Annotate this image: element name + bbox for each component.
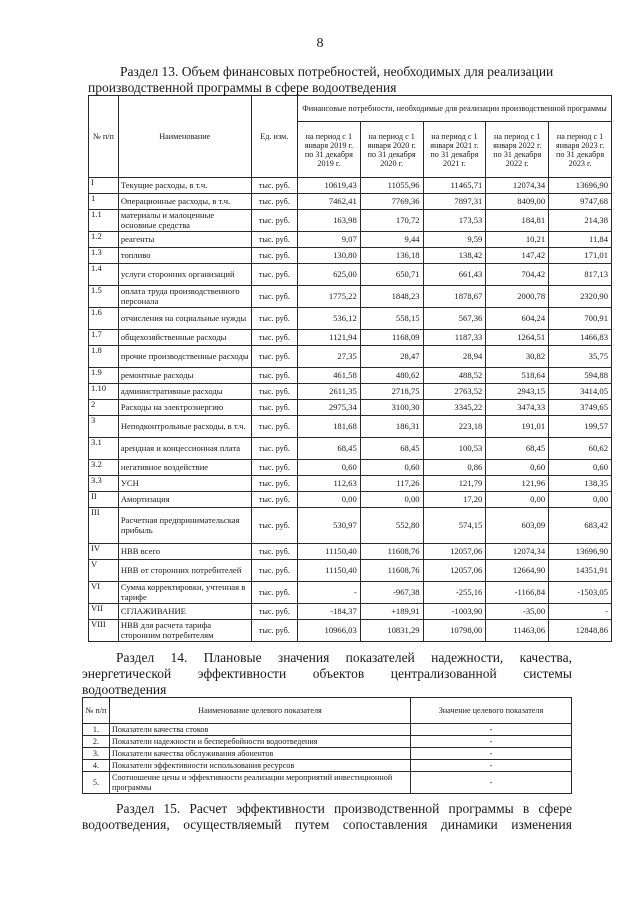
section-14-heading	[82, 650, 572, 698]
row-number: 1.9	[89, 368, 119, 384]
row-number: 1	[89, 194, 119, 210]
table-row	[89, 232, 612, 248]
row-name: СГЛАЖИВАНИЕ	[118, 604, 251, 620]
row-value: 488,52	[423, 368, 486, 384]
row-unit: тыс. руб.	[251, 604, 297, 620]
row-name: Расчетная предпринимательская прибыль	[118, 508, 251, 544]
row-name: Расходы на электроэнергию	[118, 400, 251, 416]
row-name: Амортизация	[118, 492, 251, 508]
row-name: арендная и концессионная плата	[118, 438, 251, 460]
row-value: 30,82	[486, 346, 549, 368]
row-value: 7462,41	[297, 194, 360, 210]
indicator-value: -	[411, 736, 572, 748]
row-unit: тыс. руб.	[251, 476, 297, 492]
col-header-period: на период с 1 января 2023 г. по 31 декабря 2023 г.	[549, 122, 612, 178]
row-value: 480,62	[360, 368, 423, 384]
row-value: 184,81	[486, 210, 549, 232]
indicator-value: -	[411, 772, 572, 794]
row-value: 0,60	[486, 460, 549, 476]
section-14-line-2: энергетической эффективности объектов централизованной системы	[82, 666, 572, 681]
row-value: 7897,31	[423, 194, 486, 210]
row-number: 1.3	[89, 248, 119, 264]
row-value: 1187,33	[423, 330, 486, 346]
table-row	[89, 346, 612, 368]
row-value: 604,24	[486, 308, 549, 330]
row-unit: тыс. руб.	[251, 210, 297, 232]
table-row	[89, 438, 612, 460]
table-row	[89, 264, 612, 286]
row-value: 28,94	[423, 346, 486, 368]
table-row	[89, 492, 612, 508]
indicator-name: Показатели качества стоков	[110, 724, 411, 736]
row-number: 3.2	[89, 460, 119, 476]
row-value: +189,91	[360, 604, 423, 620]
row-number: IV	[89, 544, 119, 560]
row-value: 27,35	[297, 346, 360, 368]
row-value: 11608,76	[360, 560, 423, 582]
row-value: -	[297, 582, 360, 604]
row-value: -1003,90	[423, 604, 486, 620]
row-value: 0,00	[486, 492, 549, 508]
row-value: 594,88	[549, 368, 612, 384]
row-value: 199,57	[549, 416, 612, 438]
row-value: 163,98	[297, 210, 360, 232]
row-value: 567,36	[423, 308, 486, 330]
row-number: 1.1	[89, 210, 119, 232]
table-row	[89, 330, 612, 346]
row-unit: тыс. руб.	[251, 560, 297, 582]
row-value: 9,59	[423, 232, 486, 248]
row-value: 121,96	[486, 476, 549, 492]
row-value: 552,80	[360, 508, 423, 544]
section-13-heading	[88, 64, 572, 96]
row-name: негативное воздействие	[118, 460, 251, 476]
col-header-value: Значение целевого показателя	[411, 698, 572, 724]
row-value: -967,38	[360, 582, 423, 604]
row-value: 661,43	[423, 264, 486, 286]
row-value: 11,84	[549, 232, 612, 248]
row-name: материалы и малоценные основные средства	[118, 210, 251, 232]
row-value: 10966,03	[297, 620, 360, 642]
row-value: 11463,06	[486, 620, 549, 642]
row-number: 1.6	[89, 308, 119, 330]
row-value: 3414,05	[549, 384, 612, 400]
row-unit: тыс. руб.	[251, 264, 297, 286]
indicator-value: -	[411, 748, 572, 760]
row-value: 650,71	[360, 264, 423, 286]
row-value: 10831,29	[360, 620, 423, 642]
row-value: 147,42	[486, 248, 549, 264]
row-value: 28,47	[360, 346, 423, 368]
row-value: 60,62	[549, 438, 612, 460]
row-value: 2943,15	[486, 384, 549, 400]
row-value: 9,44	[360, 232, 423, 248]
row-value: 558,15	[360, 308, 423, 330]
col-header-num: № п/п	[89, 96, 119, 178]
row-value: 625,00	[297, 264, 360, 286]
row-value: 2718,75	[360, 384, 423, 400]
row-value: 3100,30	[360, 400, 423, 416]
row-value: 130,80	[297, 248, 360, 264]
row-value: 1168,09	[360, 330, 423, 346]
section-14-line-1: Раздел 14. Плановые значения показателей надежности, качества,	[116, 650, 572, 665]
indicator-name: Соотношение цены и эффективности реализации мероприятий инвестиционной программы	[110, 772, 411, 794]
row-value: 10798,00	[423, 620, 486, 642]
row-name: общехозяйственные расходы	[118, 330, 251, 346]
row-value: 603,09	[486, 508, 549, 544]
row-number: 1.2	[89, 232, 119, 248]
row-unit: тыс. руб.	[251, 330, 297, 346]
row-value: 7769,36	[360, 194, 423, 210]
table-row	[83, 724, 572, 736]
table-row	[89, 416, 612, 438]
row-value: 3345,22	[423, 400, 486, 416]
row-value: 11608,76	[360, 544, 423, 560]
row-value: 214,38	[549, 210, 612, 232]
row-number: 3.1	[89, 438, 119, 460]
section-15-line-1: Раздел 15. Расчет эффективности производственной программы в сфере	[116, 801, 572, 816]
row-value: 2320,90	[549, 286, 612, 308]
row-value: 0,60	[297, 460, 360, 476]
table-row	[89, 178, 612, 194]
table-row	[89, 384, 612, 400]
row-value: 3474,33	[486, 400, 549, 416]
col-header-indicator: Наименование целевого показателя	[110, 698, 411, 724]
row-value: 181,68	[297, 416, 360, 438]
row-unit: тыс. руб.	[251, 286, 297, 308]
row-value: 683,42	[549, 508, 612, 544]
section-15-line-2: водоотведения, осуществляемый путем сопоставления динамики изменения	[82, 817, 572, 832]
row-value: 518,64	[486, 368, 549, 384]
row-number: VI	[89, 582, 119, 604]
indicator-name: Показатели качества обслуживания абонентов	[110, 748, 411, 760]
row-value: 35,75	[549, 346, 612, 368]
financial-needs-table	[88, 95, 612, 642]
row-name: отчисления на социальные нужды	[118, 308, 251, 330]
col-header-group: Финансовые потребности, необходимые для реализации производственной программы	[297, 96, 611, 122]
table-row	[89, 400, 612, 416]
row-value: 173,53	[423, 210, 486, 232]
row-value: 1878,67	[423, 286, 486, 308]
row-value: 8409,00	[486, 194, 549, 210]
row-value: 11150,40	[297, 560, 360, 582]
row-value: 12057,06	[423, 560, 486, 582]
row-unit: тыс. руб.	[251, 492, 297, 508]
row-value: 12074,34	[486, 178, 549, 194]
table-row	[89, 544, 612, 560]
row-value: 68,45	[486, 438, 549, 460]
row-unit: тыс. руб.	[251, 248, 297, 264]
table-row	[89, 248, 612, 264]
row-value: 68,45	[360, 438, 423, 460]
row-number: I	[89, 178, 119, 194]
row-name: НВВ от сторонних потребителей	[118, 560, 251, 582]
row-value: 121,79	[423, 476, 486, 492]
table-row	[83, 748, 572, 760]
table-row	[89, 286, 612, 308]
row-name: прочие производственные расходы	[118, 346, 251, 368]
row-value: 704,42	[486, 264, 549, 286]
row-value: 2611,35	[297, 384, 360, 400]
row-number: 2	[89, 400, 119, 416]
row-name: Сумма корректировки, учтенная в тарифе	[118, 582, 251, 604]
table-row	[89, 582, 612, 604]
table-row	[89, 476, 612, 492]
row-value: -1503,05	[549, 582, 612, 604]
row-value: 12848,86	[549, 620, 612, 642]
row-value: -255,16	[423, 582, 486, 604]
section-13-line-1: Раздел 13. Объем финансовых потребностей, необходимых для реализации	[120, 64, 554, 79]
row-value: 14351,91	[549, 560, 612, 582]
row-unit: тыс. руб.	[251, 308, 297, 330]
row-name: Текущие расходы, в т.ч.	[118, 178, 251, 194]
row-value: 817,13	[549, 264, 612, 286]
row-value: 9,07	[297, 232, 360, 248]
row-value: 186,31	[360, 416, 423, 438]
row-value: 17,20	[423, 492, 486, 508]
row-unit: тыс. руб.	[251, 438, 297, 460]
row-value: 112,63	[297, 476, 360, 492]
row-value: 191,01	[486, 416, 549, 438]
row-value: 2975,34	[297, 400, 360, 416]
row-value: 136,18	[360, 248, 423, 264]
row-value: 10,21	[486, 232, 549, 248]
row-name: НВВ всего	[118, 544, 251, 560]
row-value: 223,18	[423, 416, 486, 438]
row-value: 0,00	[549, 492, 612, 508]
row-unit: тыс. руб.	[251, 232, 297, 248]
row-unit: тыс. руб.	[251, 346, 297, 368]
row-value: 0,00	[297, 492, 360, 508]
row-number: 2.	[83, 736, 110, 748]
row-name: НВВ для расчета тарифа сторонним потребителям	[118, 620, 251, 642]
row-name: ремонтные расходы	[118, 368, 251, 384]
row-value: 12074,34	[486, 544, 549, 560]
row-value: 1775,22	[297, 286, 360, 308]
row-value: 0,00	[360, 492, 423, 508]
row-value: 13696,90	[549, 178, 612, 194]
row-number: 3	[89, 416, 119, 438]
col-header-period: на период с 1 января 2021 г. по 31 декабря 2021 г.	[423, 122, 486, 178]
row-value: 1264,51	[486, 330, 549, 346]
row-unit: тыс. руб.	[251, 194, 297, 210]
page-number: 8	[316, 36, 324, 51]
table-row	[89, 508, 612, 544]
row-number: 3.3	[89, 476, 119, 492]
row-number: II	[89, 492, 119, 508]
row-value: 68,45	[297, 438, 360, 460]
section-13-line-2: производственной программы в сфере водоотведения	[88, 80, 397, 95]
col-header-period: на период с 1 января 2022 г. по 31 декабря 2022 г.	[486, 122, 549, 178]
row-unit: тыс. руб.	[251, 384, 297, 400]
row-value: 536,12	[297, 308, 360, 330]
row-value: 12664,90	[486, 560, 549, 582]
row-unit: тыс. руб.	[251, 582, 297, 604]
row-unit: тыс. руб.	[251, 620, 297, 642]
indicator-value: -	[411, 760, 572, 772]
row-name: административные расходы	[118, 384, 251, 400]
table-row	[89, 460, 612, 476]
row-number: 1.10	[89, 384, 119, 400]
row-number: VII	[89, 604, 119, 620]
row-value: 0,60	[360, 460, 423, 476]
row-number: 3.	[83, 748, 110, 760]
table-row	[89, 368, 612, 384]
row-value: -1166,84	[486, 582, 549, 604]
table-row	[89, 604, 612, 620]
row-number: 1.7	[89, 330, 119, 346]
row-name: услуги сторонних организаций	[118, 264, 251, 286]
table-row	[89, 620, 612, 642]
row-value: -	[549, 604, 612, 620]
section-14-line-3: водоотведения	[82, 682, 167, 697]
row-number: V	[89, 560, 119, 582]
row-value: 700,91	[549, 308, 612, 330]
col-header-num: № п/п	[83, 698, 110, 724]
row-value: 117,26	[360, 476, 423, 492]
row-unit: тыс. руб.	[251, 460, 297, 476]
row-value: 2000,78	[486, 286, 549, 308]
row-unit: тыс. руб.	[251, 400, 297, 416]
row-number: III	[89, 508, 119, 544]
table-row	[89, 194, 612, 210]
row-value: 530,97	[297, 508, 360, 544]
row-number: 1.	[83, 724, 110, 736]
target-indicators-table	[82, 697, 572, 794]
row-name: Операционные расходы, в т.ч.	[118, 194, 251, 210]
row-name: оплата труда производственного персонала	[118, 286, 251, 308]
row-value: 9747,68	[549, 194, 612, 210]
row-value: 3749,65	[549, 400, 612, 416]
col-header-period: на период с 1 января 2019 г. по 31 декабря 2019 г.	[297, 122, 360, 178]
row-number: 1.5	[89, 286, 119, 308]
table-row	[83, 736, 572, 748]
row-name: УСН	[118, 476, 251, 492]
col-header-name: Наименование	[118, 96, 251, 178]
section-15-heading	[82, 801, 572, 833]
row-value: 170,72	[360, 210, 423, 232]
row-number: 5.	[83, 772, 110, 794]
table-row	[89, 560, 612, 582]
row-value: 138,42	[423, 248, 486, 264]
row-value: 0,86	[423, 460, 486, 476]
row-value: 100,53	[423, 438, 486, 460]
col-header-period: на период с 1 января 2020 г. по 31 декабря 2020 г.	[360, 122, 423, 178]
row-value: 10619,43	[297, 178, 360, 194]
row-name: топливо	[118, 248, 251, 264]
row-value: -184,37	[297, 604, 360, 620]
row-value: 12057,06	[423, 544, 486, 560]
table-row	[89, 210, 612, 232]
row-number: 4.	[83, 760, 110, 772]
row-value: 1848,23	[360, 286, 423, 308]
table-row	[83, 760, 572, 772]
row-value: 13696,90	[549, 544, 612, 560]
row-number: VIII	[89, 620, 119, 642]
table-row	[89, 308, 612, 330]
row-number: 1.8	[89, 346, 119, 368]
row-number: 1.4	[89, 264, 119, 286]
row-unit: тыс. руб.	[251, 544, 297, 560]
row-value: 11055,96	[360, 178, 423, 194]
row-unit: тыс. руб.	[251, 368, 297, 384]
row-value: 138,35	[549, 476, 612, 492]
row-unit: тыс. руб.	[251, 178, 297, 194]
row-value: -35,00	[486, 604, 549, 620]
col-header-unit: Ед. изм.	[251, 96, 297, 178]
row-value: 2763,52	[423, 384, 486, 400]
row-unit: тыс. руб.	[251, 508, 297, 544]
row-value: 171,01	[549, 248, 612, 264]
row-value: 574,15	[423, 508, 486, 544]
row-value: 1466,83	[549, 330, 612, 346]
row-name: реагенты	[118, 232, 251, 248]
table-row	[83, 772, 572, 794]
indicator-name: Показатели надежности и бесперебойности водоотведения	[110, 736, 411, 748]
row-value: 1121,94	[297, 330, 360, 346]
row-value: 461,58	[297, 368, 360, 384]
row-unit: тыс. руб.	[251, 416, 297, 438]
indicator-value: -	[411, 724, 572, 736]
indicator-name: Показатели эффективности использования ресурсов	[110, 760, 411, 772]
row-value: 11465,71	[423, 178, 486, 194]
row-value: 11150,40	[297, 544, 360, 560]
row-name: Неподконтрольные расходы, в т.ч.	[118, 416, 251, 438]
row-value: 0,60	[549, 460, 612, 476]
